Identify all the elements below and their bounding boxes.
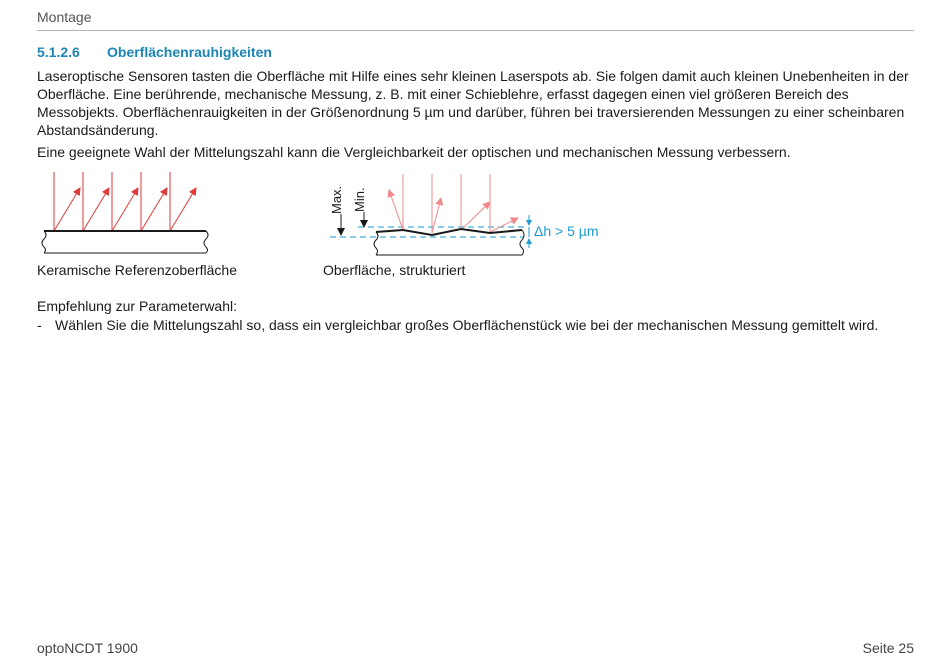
footer-page-number: Seite 25: [862, 640, 914, 656]
header-divider: [37, 30, 914, 31]
list-bullet: -: [37, 317, 42, 333]
max-label: Max.: [329, 185, 344, 214]
recommendation-title: Empfehlung zur Parameterwahl:: [37, 298, 237, 314]
ceramic-caption: Keramische Referenzoberfläche: [37, 262, 237, 278]
list-item: [37, 316, 907, 334]
section-heading: [37, 44, 272, 60]
rough-block: [374, 229, 524, 255]
delta-h-label: Δh > 5 µm: [534, 223, 599, 239]
recommendation-list: [37, 316, 907, 334]
paragraph-averaging: Eine geeignete Wahl der Mittelungszahl kann die Vergleichbarkeit der optischen und mechanischen Messung verbessern.: [37, 144, 791, 160]
footer-product: optoNCDT 1900: [37, 640, 138, 656]
min-label: Min.: [352, 187, 367, 212]
section-title: Oberflächenrauhigkeiten: [107, 44, 272, 60]
ceramic-surface-figure: [30, 168, 250, 258]
ceramic-block: [42, 231, 208, 253]
paragraph-roughness: Laseroptische Sensoren tasten die Oberfläche mit Hilfe eines sehr kleinen Laserspots ab. Sie folgen damit auch kleinen Unebenheiten in der Oberfläche. Eine berührende, mechanische Messung, z. B. mit einer Schieblehre, erfasst dagegen einen viel größeren Bereich des Messobjekts. Oberflächenrauigkeiten in der Größenordnung 5 µm und darüber, führen bei traversierenden Messungen zu einer scheinbaren Abstandsänderung.: [37, 68, 909, 138]
structured-caption: Oberfläche, strukturiert: [323, 262, 466, 278]
section-number: 5.1.2.6: [37, 44, 80, 60]
chapter-header: Montage: [37, 9, 92, 25]
reflected-laser-beams: [54, 188, 196, 231]
list-item-text: Wählen Sie die Mittelungszahl so, dass ein vergleichbar großes Oberflächenstück wie bei der mechanischen Messung gemittelt wird.: [55, 317, 879, 333]
structured-surface-figure: [318, 168, 638, 263]
incident-beams: [403, 174, 490, 233]
